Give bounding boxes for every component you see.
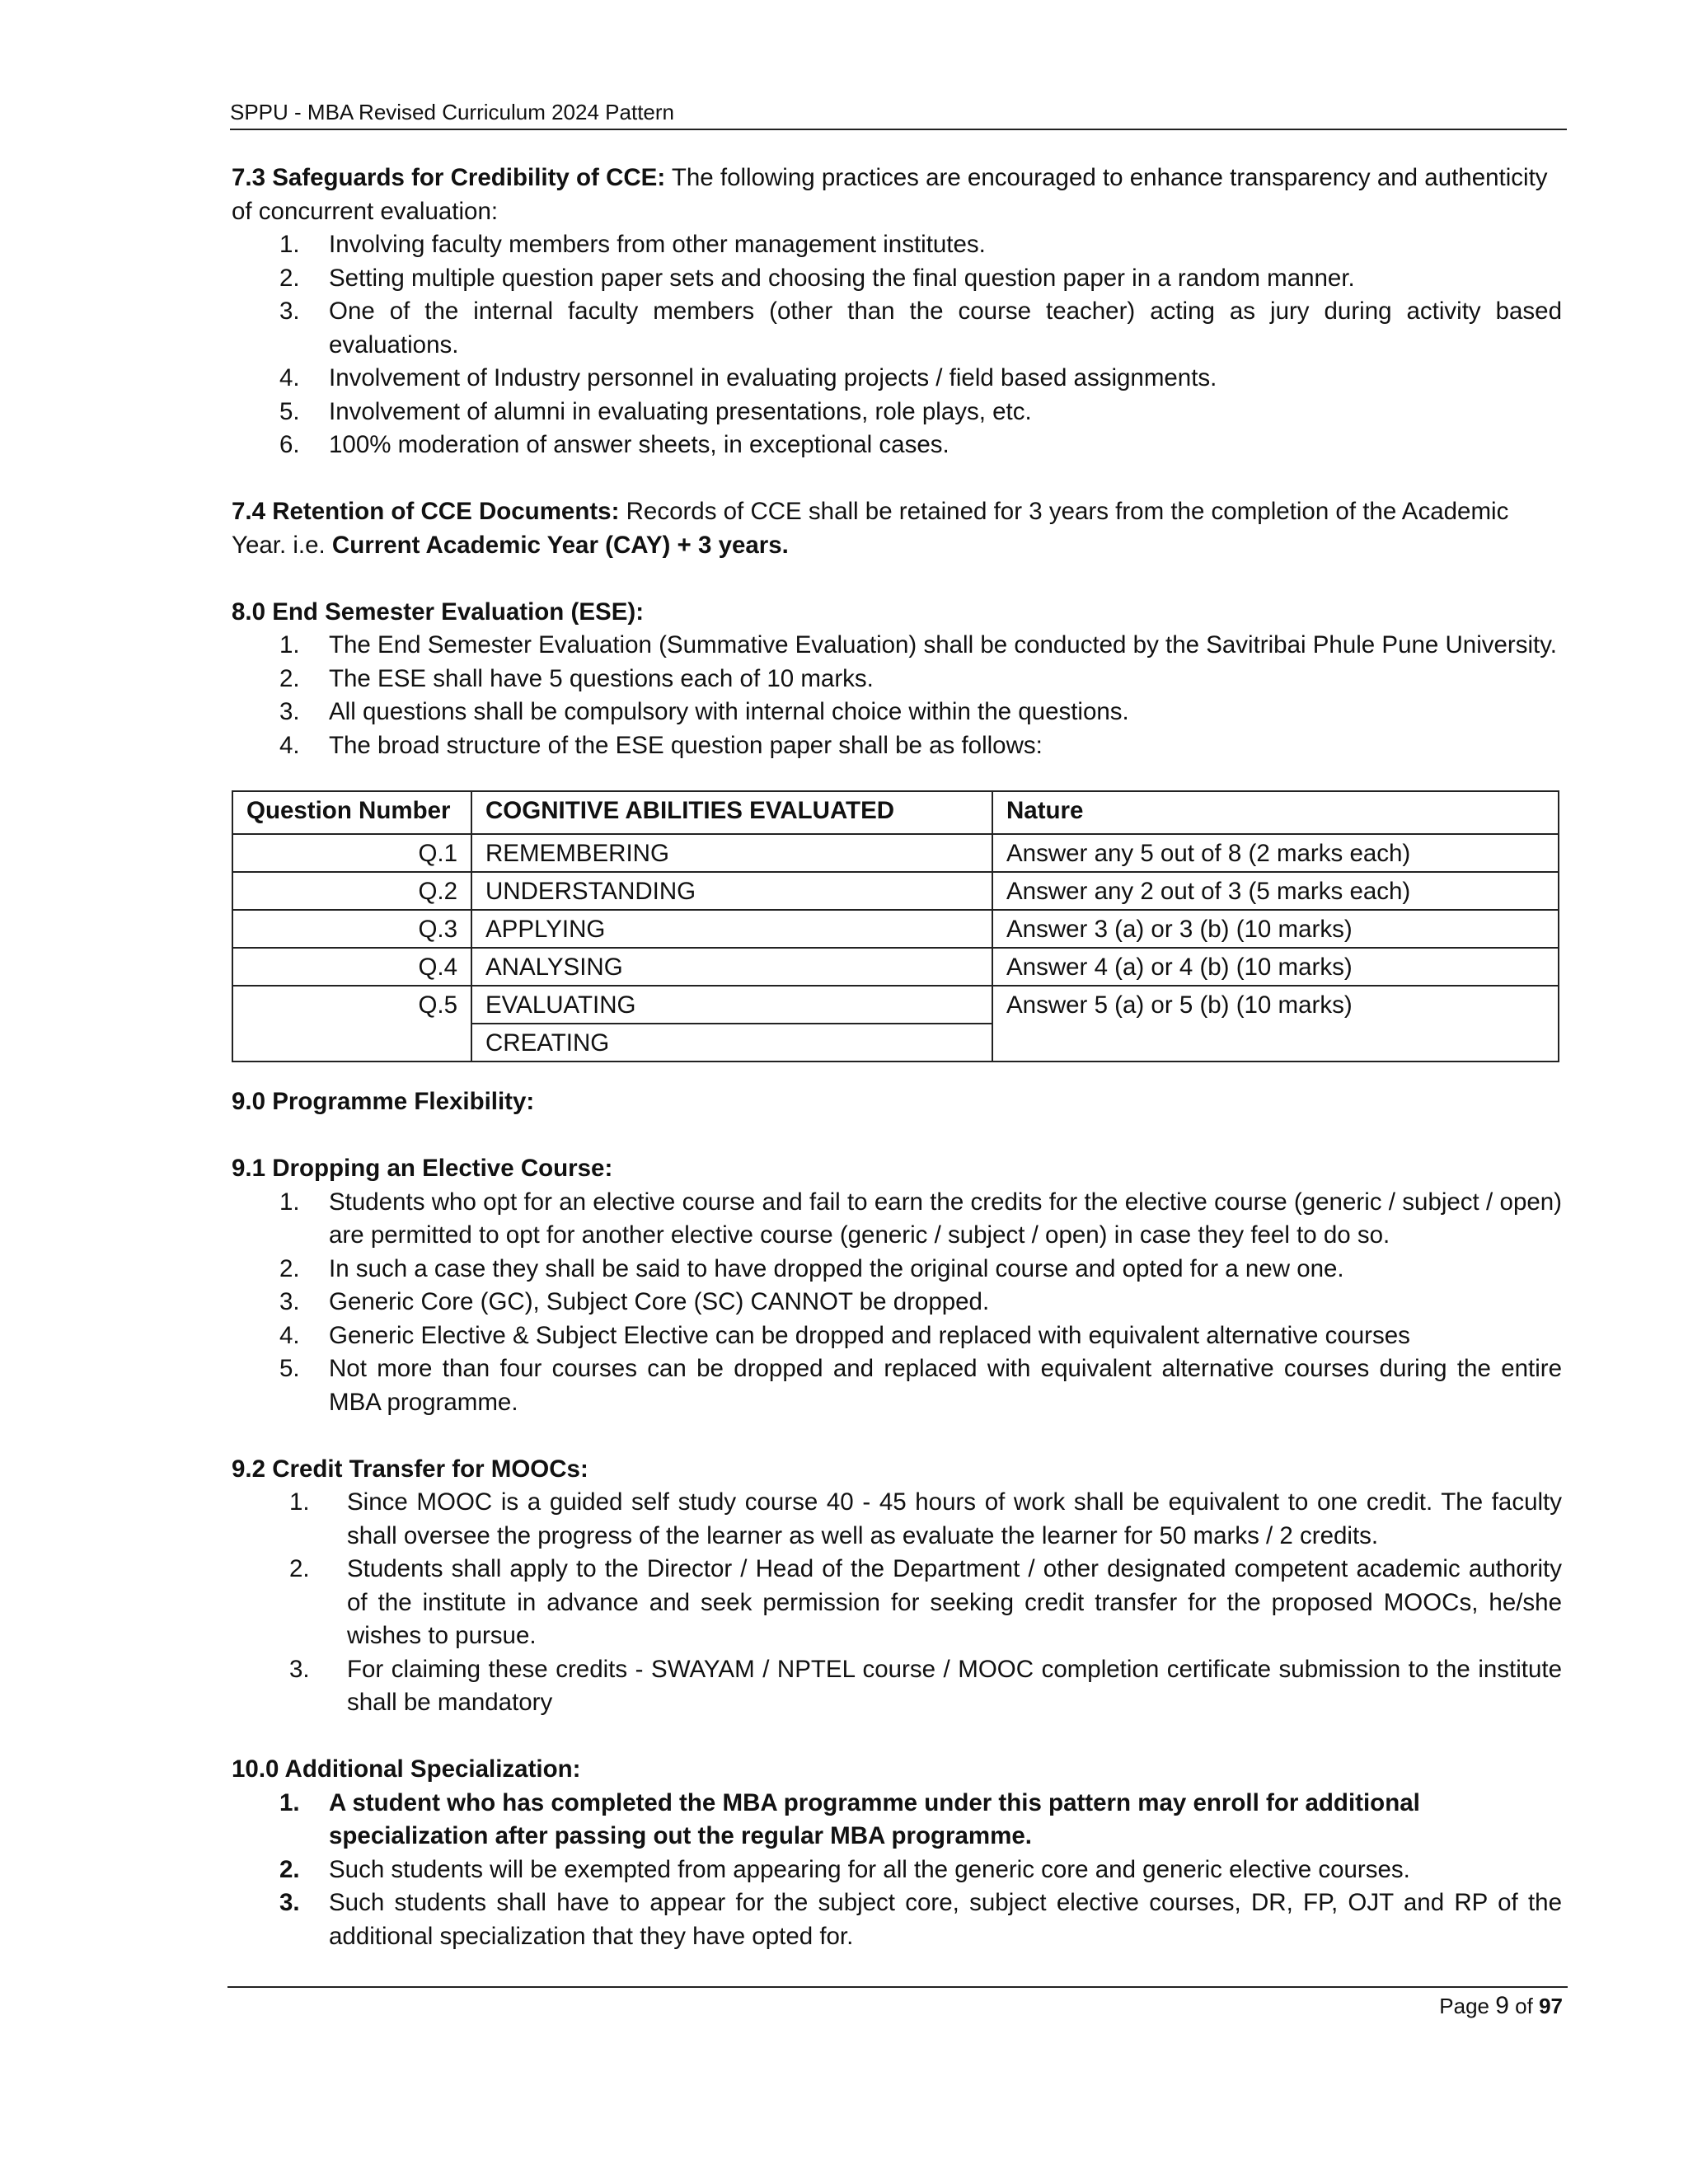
list-item: 1. Involving faculty members from other management institutes. (279, 231, 986, 258)
column-header: COGNITIVE ABILITIES EVALUATED (471, 791, 992, 834)
list-item: 3. One of the internal faculty members (other than the course teacher) acting as jury during activity based evaluations. (279, 298, 1562, 359)
section-10-0-list (232, 1787, 1562, 1954)
list-item: 6. 100% moderation of answer sheets, in exceptional cases. (279, 431, 950, 458)
list-item: 2. Such students will be exempted from appearing for all the generic core and generic elective courses. (279, 1855, 1410, 1883)
list-item: 5. Involvement of alumni in evaluating presentations, role plays, etc. (279, 397, 1032, 425)
section-8-0-list (232, 629, 1562, 762)
section-7-3-list (232, 228, 1562, 462)
table-row: Q.1 REMEMBERING Answer any 5 out of 8 (2 marks each) (232, 834, 1559, 872)
header-title: SPPU - MBA Revised Curriculum 2024 Pattern (230, 100, 674, 124)
list-item: 2. Students shall apply to the Director / Head of the Department / other designated competent academic authority of the institute in advance and seek permission for seeking credit transfer for the proposed MOOCs, he/she wishes to pursue. (289, 1555, 1562, 1649)
table-row: Q.4 ANALYSING Answer 4 (a) or 4 (b) (10 marks) (232, 948, 1559, 986)
section-8-0-heading: 8.0 End Semester Evaluation (ESE): (232, 598, 645, 626)
list-item: 3. Generic Core (GC), Subject Core (SC) CANNOT be dropped. (279, 1288, 990, 1315)
section-10-0-heading: 10.0 Additional Specialization: (232, 1755, 581, 1783)
list-item: 4. Generic Elective & Subject Elective can be dropped and replaced with equivalent alternative courses (279, 1321, 1410, 1349)
table-row: Q.2 UNDERSTANDING Answer any 2 out of 3 (5 marks each) (232, 872, 1559, 910)
section-7-3-intro: 7.3 Safeguards for Credibility of CCE: The following practices are encouraged to enhance transparency and authenticity of concurrent evaluation: (232, 164, 1548, 225)
list-item: 2. Setting multiple question paper sets and choosing the final question paper in a random manner. (279, 264, 1355, 292)
section-9-1-heading: 9.1 Dropping an Elective Course: (232, 1155, 613, 1182)
ese-structure-table (232, 790, 1559, 1062)
list-item: 2. The ESE shall have 5 questions each of 10 marks. (279, 664, 874, 692)
table-header-row (232, 791, 1559, 834)
list-item: 3. Such students shall have to appear for the subject core, subject elective courses, DR, FP, OJT and RP of the additional specialization that they have opted for. (279, 1889, 1562, 1950)
list-item: 1. The End Semester Evaluation (Summative Evaluation) shall be conducted by the Savitribai Phule Pune University. (279, 631, 1557, 658)
column-header: Question Number (232, 791, 471, 834)
table-row: Q.5 EVALUATING Answer 5 (a) or 5 (b) (10 marks) (232, 986, 1559, 1024)
section-9-2-heading: 9.2 Credit Transfer for MOOCs: (232, 1455, 588, 1483)
list-item: 3. All questions shall be compulsory with internal choice within the questions. (279, 698, 1129, 725)
list-item: 1. Students who opt for an elective course and fail to earn the credits for the elective course (generic / subject / open) are permitted to opt for another elective course (generic / subject / open) in case they feel to do so. (279, 1188, 1562, 1249)
table-row: CREATING (232, 1024, 1559, 1062)
section-9-2-list (232, 1486, 1562, 1720)
list-item: 5. Not more than four courses can be dropped and replaced with equivalent alternative courses during the entire MBA programme. (279, 1355, 1562, 1416)
list-item: 3. For claiming these credits - SWAYAM / NPTEL course / MOOC completion certificate submission to the institute shall be mandatory (289, 1655, 1562, 1716)
section-7-4-heading: 7.4 Retention of CCE Documents: (232, 498, 620, 525)
list-item: 2. In such a case they shall be said to have dropped the original course and opted for a new one. (279, 1254, 1344, 1282)
page-number: Page 9 of 97 (1439, 1992, 1563, 2019)
section-9-1-list (232, 1186, 1562, 1420)
list-item: 4. Involvement of Industry personnel in evaluating projects / field based assignments. (279, 364, 1217, 391)
section-7-3-heading: 7.3 Safeguards for Credibility of CCE: (232, 164, 666, 191)
page-content (232, 162, 1562, 1953)
section-9-0-heading: 9.0 Programme Flexibility: (232, 1088, 535, 1115)
table-row: Q.3 APPLYING Answer 3 (a) or 3 (b) (10 marks) (232, 910, 1559, 948)
running-header (230, 97, 1567, 130)
list-item: 1. Since MOOC is a guided self study course 40 - 45 hours of work shall be equivalent to one credit. The faculty shall oversee the progress of the learner as well as evaluate the learner for 50 marks / 2 credits. (289, 1488, 1562, 1549)
list-item: 1. A student who has completed the MBA programme under this pattern may enroll for additional specialization after passing out the regular MBA programme. (279, 1788, 1420, 1849)
section-7-4-text: 7.4 Retention of CCE Documents: Records of CCE shall be retained for 3 years from the completion of the Academic Year. i.e. Current Academic Year (CAY) + 3 years. (232, 498, 1509, 559)
column-header: Nature (992, 791, 1559, 834)
footer-divider (227, 1986, 1568, 1988)
list-item: 4. The broad structure of the ESE question paper shall be as follows: (279, 731, 1043, 759)
